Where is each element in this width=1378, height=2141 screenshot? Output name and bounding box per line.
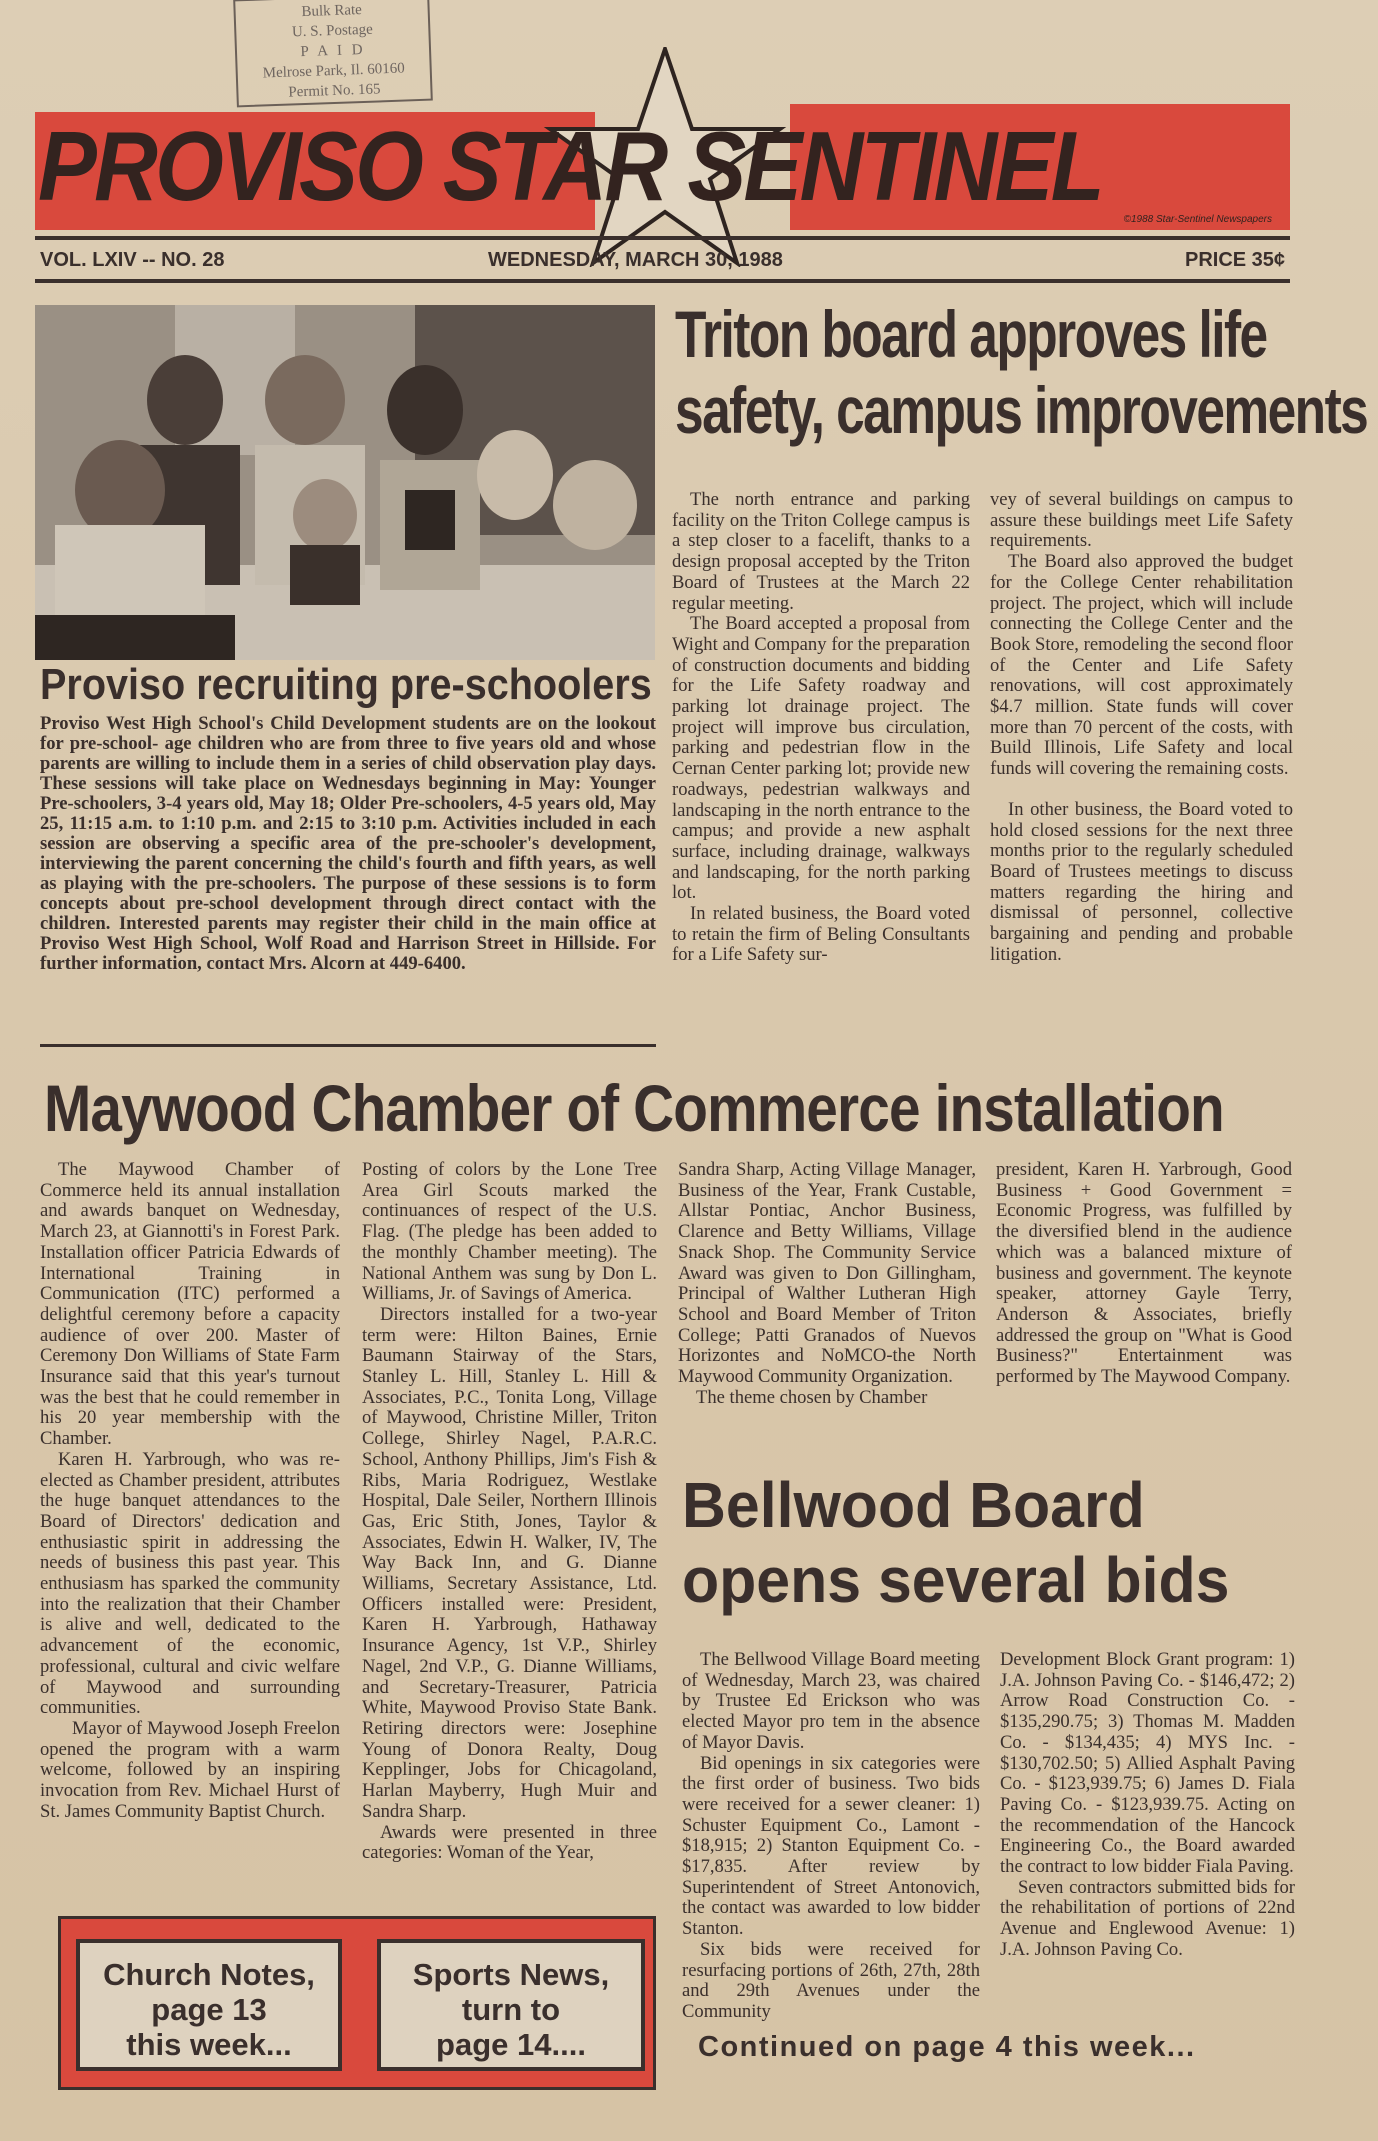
- paragraph: In other business, the Board voted to hold closed sessions for the next three months prior to the regularly scheduled Board of Trustees meetings to discuss matters regarding the hiring and dismissal of personnel, collective bargaining and pending and probable litigation.: [990, 798, 1293, 965]
- paragraph: Karen H. Yarbrough, who was re-elected as Chamber president, attributes the huge banquet attendances to the Board of Directors' dedication and enthusiastic spirit in addressing the needs of business this past year. This enthusiasm has sparked the community into the realization that their Chamber is alive and well, dedicated to the advancement of the economic, professional, cultural and civic welfare of Maywood and surrounding communities.: [40, 1448, 340, 1719]
- promo-line: Sports News,: [412, 1957, 610, 1992]
- preschoolers-photo: [35, 305, 655, 660]
- paragraph: president, Karen H. Yarbrough, Good Business + Good Government = Economic Progress, was fulfilled by the diversified blend in the audience which was a balanced mixture of business and government. The keynote speaker, attorney Gayle Terry, Anderson & Associates, briefly addressed the group on "What is Good Business?" Entertainment was performed by The Maywood Company.: [996, 1159, 1292, 1388]
- continued-notice: Continued on page 4 this week...: [698, 2031, 1196, 2063]
- masthead-rule-bottom: [35, 279, 1290, 283]
- maywood-column-3: [678, 1160, 976, 1408]
- maywood-headline: Maywood Chamber of Commerce installation: [44, 1071, 1224, 1145]
- paragraph: The north entrance and parking facility on the Triton College campus is a step closer to a facelift, thanks to a design proposal accepted by the Triton Board of Trustees at the March 22 regular meeting.: [672, 489, 970, 614]
- promo-line: this week...: [126, 2027, 292, 2062]
- paragraph: The Board accepted a proposal from Wight and Company for the preparation of construction documents and bidding for the Life Safety roadway and parking lot drainage project. The project will improve bus circulation, parking and pedestrian flow in the Cernan Center parking lot; provide new roadways, pedestrian walkways and landscaping in the north entrance to the campus; and provide a new asphalt surface, including drainage, walkways and landscaping, for the north parking lot.: [672, 613, 970, 904]
- paragraph: Six bids were received for resurfacing portions of 26th, 27th, 28th and 29th Avenues under the Community: [682, 1938, 980, 2022]
- stamp-line: Permit No. 165: [288, 81, 381, 101]
- promo-panel: [58, 1916, 656, 2090]
- masthead-banner: [35, 104, 1290, 230]
- stamp-line: Melrose Park, Il. 60160: [262, 60, 406, 82]
- triton-headline-line2: safety, campus improvements: [675, 373, 1368, 447]
- promo-line: page 13: [151, 1992, 267, 2027]
- paragraph: The theme chosen by Chamber: [696, 1386, 928, 1408]
- triton-column-1: [672, 490, 970, 966]
- church-notes-promo[interactable]: [76, 1939, 342, 2071]
- paragraph: The Bellwood Village Board meeting of Wednesday, March 23, was chaired by Trustee Ed Erickson who was elected Mayor pro tem in the absence of Mayor Davis.: [682, 1649, 980, 1753]
- triton-column-2: [990, 490, 1293, 965]
- triton-headline-line1: Triton board approves life: [675, 297, 1267, 371]
- promo-line: Church Notes,: [103, 1957, 315, 1992]
- paragraph: The Board also approved the budget for the College Center rehabilitation project. The project, which will include connecting the College Center and the Book Store, remodeling the second floor of the Center and Life Safety renovations, will cost approximately $4.7 million. State funds will cover more than 70 percent of the costs, with Build Illinois, Life Safety and local funds will covering the remaining costs.: [990, 551, 1293, 780]
- paragraph: Mayor of Maywood Joseph Freelon opened the program with a warm welcome, followed by an inspiring invocation from Rev. Michael Hurst of St. James Community Baptist Church.: [40, 1717, 340, 1822]
- bellwood-headline-line1: Bellwood Board: [682, 1469, 1145, 1541]
- paragraph: Posting of colors by the Lone Tree Area Girl Scouts marked the continuances of respect of the U.S. Flag. (The pledge has been added to the monthly Chamber meeting). The National Anthem was sung by Don L. Williams, Jr. of Savings of America.: [362, 1159, 657, 1305]
- stamp-line: U. S. Postage: [291, 21, 374, 41]
- preschool-body: Proviso West High School's Child Development students are on the lookout for pre-school- age children who are from three to five years old and whose parents are willing to include them in a series of child observation play days. These sessions will take place on Wednesdays beginning in May: Younger Pre-schoolers, 3-4 years old, May 18; Older Pre-schoolers, 4-5 years old, May 25, 11:15 a.m. to 1:10 p.m. and 2:15 to 3:10 p.m. Activities included in each session are observing a specific area of the pre-schooler's development, interviewing the parent concerning the child's fourth and fifth years, as well as playing with the pre-schoolers. The purpose of these sessions is to form concepts about pre-school development through direct contact with the children. Interested parents may register their child in the main office at Proviso West High School, Wolf Road and Harrison Street in Hillside. For further information, contact Mrs. Alcorn at 449-6400.: [40, 713, 656, 974]
- maywood-column-2: [362, 1160, 657, 1864]
- sports-news-promo[interactable]: [377, 1939, 645, 2071]
- paragraph: Seven contractors submitted bids for the rehabilitation of portions of 22nd Avenue and Englewood Avenue: 1) J.A. Johnson Paving Co.: [1000, 1876, 1295, 1960]
- stamp-line: P A I D: [300, 41, 366, 61]
- paragraph: Bid openings in six categories were the first order of business. Two bids were received for a sewer cleaner: 1) Schuster Equipment Co., Lamont - $18,915; 2) Stanton Equipment Co. - $17,835. After review by Superintendent of Street Antonovich, the contact was awarded to low bidder Stanton.: [682, 1752, 980, 1940]
- preschool-headline: Proviso recruiting pre-schoolers: [40, 660, 652, 709]
- paragraph: In related business, the Board voted to retain the firm of Beling Consultants for a Life Safety sur-: [672, 903, 970, 966]
- section-divider: [40, 1044, 656, 1047]
- maywood-column-1: [40, 1160, 340, 1823]
- price: PRICE 35¢: [1185, 249, 1286, 271]
- masthead-title: PROVISO STAR SENTINEL: [38, 111, 1102, 221]
- paragraph: Development Block Grant program: 1) J.A. Johnson Paving Co. - $146,472; 2) Arrow Road Construction Co. - $135,290.75; 3) Thomas M. Madden Co. - $134,435; 4) MYS Inc. - $130,702.50; 5) Allied Asphalt Paving Co. - $123,939.75; 6) James D. Fiala Paving Co. - $123,939.75. Acting on the recommendation of the Hancock Engineering Co., the Board awarded the contract to low bidder Fiala Paving.: [1000, 1649, 1295, 1878]
- maywood-column-4: [996, 1160, 1292, 1388]
- bellwood-column-1: [682, 1650, 980, 2023]
- promo-line: turn to: [461, 1992, 561, 2027]
- paragraph: vey of several buildings on campus to assure these buildings meet Life Safety requirements.: [990, 489, 1293, 552]
- stamp-line: Bulk Rate: [301, 1, 363, 21]
- issue-date: WEDNESDAY, MARCH 30, 1988: [488, 249, 783, 271]
- paragraph: Awards were presented in three categories: Woman of the Year,: [362, 1821, 657, 1864]
- promo-line: page 14....: [436, 2027, 586, 2062]
- paragraph: Directors installed for a two-year term were: Hilton Baines, Ernie Baumann Stairway of the Stars, Stanley L. Hill, Stanley L. Hill & Associates, P.C., Tonita Long, Village of Maywood, Christine Miller, Triton College, Shirley Nagel, P.A.R.C. School, Anthony Phillips, Jim's Fish & Ribs, Maria Rodriguez, Westlake Hospital, Dale Seiler, Northern Illinois Gas, Eric Stith, Jones, Taylor & Associates, Edwin H. Walker, IV, The Way Back Inn, and G. Dianne Williams, Secretary Assistance, Ltd. Officers installed were: President, Karen H. Yarbrough, Hathaway Insurance Agency, 1st V.P., Shirley Nagel, 2nd V.P., G. Dianne Williams, and Secretary-Treasurer, Patricia White, Maywood Proviso State Bank. Retiring directors were: Josephine Young of Donora Realty, Doug Kepplinger, Jobs for Chicagoland, Harlan Mayberry, Hugh Muir and Sandra Sharp.: [362, 1303, 657, 1822]
- paragraph: Sandra Sharp, Acting Village Manager, Business of the Year, Frank Custable, Allstar Pontiac, Anchor Business, Clarence and Betty Williams, Village Snack Shop. The Community Service Award was given to Don Gillingham, Principal of Walther Lutheran High School and Board Member of Triton College; Patti Granados of Nuevos Horizontes and NoMCO-the North Maywood Community Organization.: [678, 1159, 976, 1388]
- bulk-rate-postage-stamp: [233, 0, 433, 107]
- photo-image: [35, 305, 655, 660]
- copyright-notice: ©1988 Star-Sentinel Newspapers: [1123, 214, 1272, 225]
- masthead-rule-top: [35, 236, 1290, 240]
- volume-number: VOL. LXIV -- NO. 28: [40, 249, 225, 271]
- paragraph: The Maywood Chamber of Commerce held its annual installation and awards banquet on Wednesday, March 23, at Giannotti's in Forest Park. Installation officer Patricia Edwards of International Training in Communication (ITC) performed a delightful ceremony before a capacity audience of over 200. Master of Ceremony Don Williams of State Farm Insurance said that this year's turnout was the best that he could remember in his 20 year membership with the Chamber.: [40, 1159, 340, 1450]
- bellwood-headline-line2: opens several bids: [682, 1544, 1230, 1616]
- bellwood-column-2: [1000, 1650, 1295, 1961]
